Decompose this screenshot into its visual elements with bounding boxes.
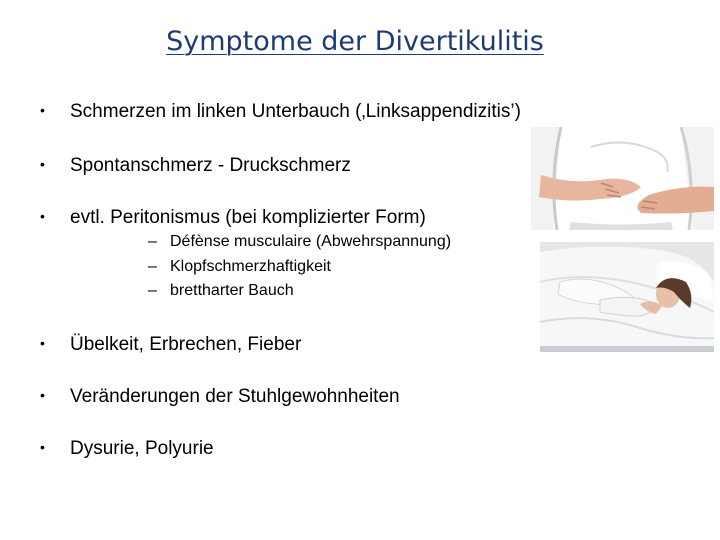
bullet-item bbox=[40, 383, 400, 409]
lying-woman-photo bbox=[540, 242, 714, 352]
person-holding-abdomen-icon bbox=[531, 127, 714, 230]
bullet-item bbox=[40, 331, 301, 357]
bullet-marker: • bbox=[40, 156, 45, 172]
sub-bullet-marker: – bbox=[148, 282, 157, 299]
bullet-text: Veränderungen der Stuhlgewohnheiten bbox=[70, 386, 400, 407]
bullet-text: evtl. Peritonismus (bei komplizierter Form) bbox=[70, 207, 426, 228]
bullet-marker: • bbox=[40, 439, 45, 455]
bullet-text: Spontanschmerz - Druckschmerz bbox=[70, 155, 351, 176]
sub-bullet-marker: – bbox=[148, 233, 157, 250]
bullet-item bbox=[40, 204, 426, 230]
sub-bullet-text: Défènse musculaire (Abwehrspannung) bbox=[170, 233, 452, 250]
bullet-marker: • bbox=[40, 208, 45, 224]
sub-bullet-item bbox=[148, 279, 294, 303]
bullet-text: Dysurie, Polyurie bbox=[70, 438, 214, 459]
bullet-marker: • bbox=[40, 102, 45, 118]
woman-lying-in-bed-icon bbox=[540, 242, 714, 352]
sub-bullet-item bbox=[148, 230, 451, 254]
slide-title: Symptome der Divertikulitis bbox=[166, 26, 544, 57]
bullet-marker: • bbox=[40, 335, 45, 351]
bullet-text: Schmerzen im linken Unterbauch (‚Linksappendizitis’) bbox=[70, 101, 521, 122]
bullet-item bbox=[40, 98, 521, 124]
sub-bullet-text: brettharter Bauch bbox=[170, 282, 294, 299]
bullet-text: Übelkeit, Erbrechen, Fieber bbox=[70, 334, 302, 355]
sub-bullet-marker: – bbox=[148, 258, 157, 275]
bullet-item bbox=[40, 152, 351, 178]
sub-bullet-text: Klopfschmerzhaftigkeit bbox=[170, 258, 331, 275]
abdominal-pain-photo bbox=[531, 127, 714, 230]
bullet-item bbox=[40, 435, 214, 461]
bullet-marker: • bbox=[40, 387, 45, 403]
sub-bullet-item bbox=[148, 255, 331, 279]
